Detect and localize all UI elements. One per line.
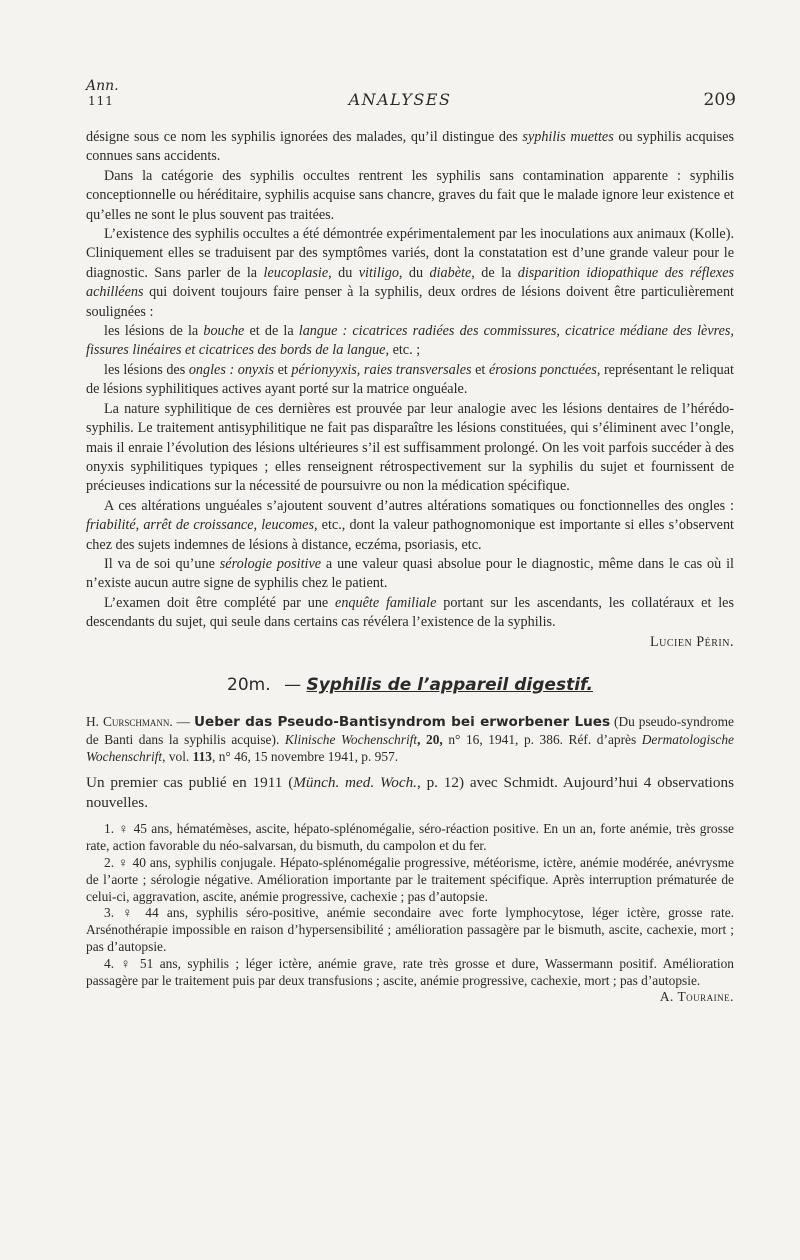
case-item: 4. ♀ 51 ans, syphilis ; léger ictère, anémie grave, rate très grosse et dure, Wassermann positif. Amélioration passagère par le traitement puis par deux transfusions ; ascite, anémie progressive, cachexie, mort ; pas d’autopsie. A. Touraine. bbox=[86, 955, 734, 1005]
volume-number: 111 bbox=[88, 94, 114, 108]
article-body bbox=[86, 128, 734, 1006]
signature-touraine: A. Touraine. bbox=[659, 989, 734, 1005]
paragraph-7: A ces altérations unguéales s’ajoutent souvent d’autres altérations somatiques ou fonctionnelles des ongles : friabilité, arrêt de croissance, leucomes, etc., dont la valeur pathognomonique est importante si elles s’observent chez des sujets indemnes de lésions à distance, eczéma, psoriasis, etc. bbox=[86, 497, 734, 553]
paragraph-6: La nature syphilitique de ces dernières est prouvée par leur analogie avec les lésions dentaires de l’hérédo-syphilis. Le traitement antisyphilitique ne fait pas disparaître les lésions constituées, qui s’éliminent avec l’ongle, mais il enraie l’évolution des lésions ultérieures s’il est suffisamment prolongé. On les voit parfois succéder à des onyxis syphilitiques typiques ; elles renseignent rétrospectivement sur la syphilis du sujet et fournissent de précieuses indications sur la nécessité de poursuivre ou non la médication spécifique. bbox=[86, 400, 734, 495]
section-dash: — bbox=[284, 674, 302, 695]
section-title: Syphilis de l’appareil digestif. bbox=[306, 674, 593, 695]
case-item: 2. ♀ 40 ans, syphilis conjugale. Hépato-splénomégalie progressive, météorisme, ictère, anémie modérée, anévrysme de l’aorte ; sérologie négative. Amélioration importante par le traitement spécifique. Après interruption prématurée de celui-ci, aggravation, ascite, anémie progressive, cachexie ; pas d’autopsie. bbox=[86, 854, 734, 904]
paragraph-2: Dans la catégorie des syphilis occultes rentrent les syphilis sans contamination apparente : syphilis conceptionnelle ou héréditaire, syphilis acquise sans chancre, graves du fait que le malade ignore leur existence et qu’elles ne sont le plus souvent pas traitées. bbox=[86, 167, 734, 223]
abstract-lead: Un premier cas publié en 1911 (Münch. med. Woch., p. 12) avec Schmidt. Aujourd’hui 4 observations nouvelles. bbox=[86, 774, 734, 812]
running-title: ANALYSES bbox=[348, 90, 452, 109]
bibliographic-reference: H. Curschmann. — Ueber das Pseudo-Bantisyndrom bei erworbener Lues (Du pseudo-syndrome de Banti dans la syphilis acquise). Klinische Wochenschrift, 20, n° 16, 1941, p. 386. Réf. d’après Dermatologische Wochenschrift, vol. 113, n° 46, 15 novembre 1941, p. 957. bbox=[86, 714, 734, 765]
case-list bbox=[86, 821, 734, 1006]
page-number: 209 bbox=[703, 90, 736, 110]
paragraph-3: L’existence des syphilis occultes a été démontrée expérimentalement par les inoculations aux animaux (Kolle). Cliniquement elles se traduisent par des symptômes variés, dont la constatation est d’une grande valeur pour le diagnostic. Sans parler de la leucoplasie, du vitiligo, du diabète, de la disparition idiopathique des réflexes achilléens qui doivent toujours faire penser à la syphilis, deux ordres de lésions doivent être particulièrement soulignées : bbox=[86, 226, 735, 320]
paragraph-8: Il va de soi qu’une sérologie positive a une valeur quasi absolue pour le diagnostic, même dans le cas où il n’existe aucun autre signe de syphilis chez le patient. bbox=[86, 555, 734, 592]
paragraph-5: les lésions des ongles : onyxis et périonyyxis, raies transversales et érosions ponctuées, représentant le reliquat de lésions syphilitiques actives ayant porté sur la matrice onguéale. bbox=[86, 361, 735, 398]
paragraph-4: les lésions de la bouche et de la langue : cicatrices radiées des commissures, cicatrice médiane des lèvres, fissures linéaires et cicatrices des bords de la langue, etc. ; bbox=[86, 323, 734, 359]
case-item: 3. ♀ 44 ans, syphilis séro-positive, anémie secondaire avec forte lymphocytose, léger ictère, grosse rate. Arsénothérapie impossible en raison d’hypersensibilité ; amélioration passagère par le bismuth, ascite, cachexie, mort ; pas d’autopsie. bbox=[86, 905, 734, 954]
signature-perin: Lucien Périn. bbox=[649, 633, 734, 650]
case-item: 1. ♀ 45 ans, hématémèses, ascite, hépato-splénomégalie, séro-réaction positive. En un an, forte anémie, très grosse rate, action favorable du néo-salvarsan, du bismuth, du campolon et du fer. bbox=[86, 821, 734, 854]
paragraph-1: désigne sous ce nom les syphilis ignorées des malades, qu’il distingue des syphilis muettes ou syphilis acquises connues sans accidents. bbox=[86, 129, 734, 165]
section-number: 20m. bbox=[227, 674, 271, 695]
paragraph-9: L’examen doit être complété par une enquête familiale portant sur les ascendants, les collatéraux et les descendants du sujet, qui seule dans certains cas révélera l’existence de la syphilis. Lucien Périn. bbox=[86, 594, 734, 652]
running-journal-abbrev: Ann. bbox=[86, 78, 119, 94]
section-heading bbox=[86, 676, 734, 695]
